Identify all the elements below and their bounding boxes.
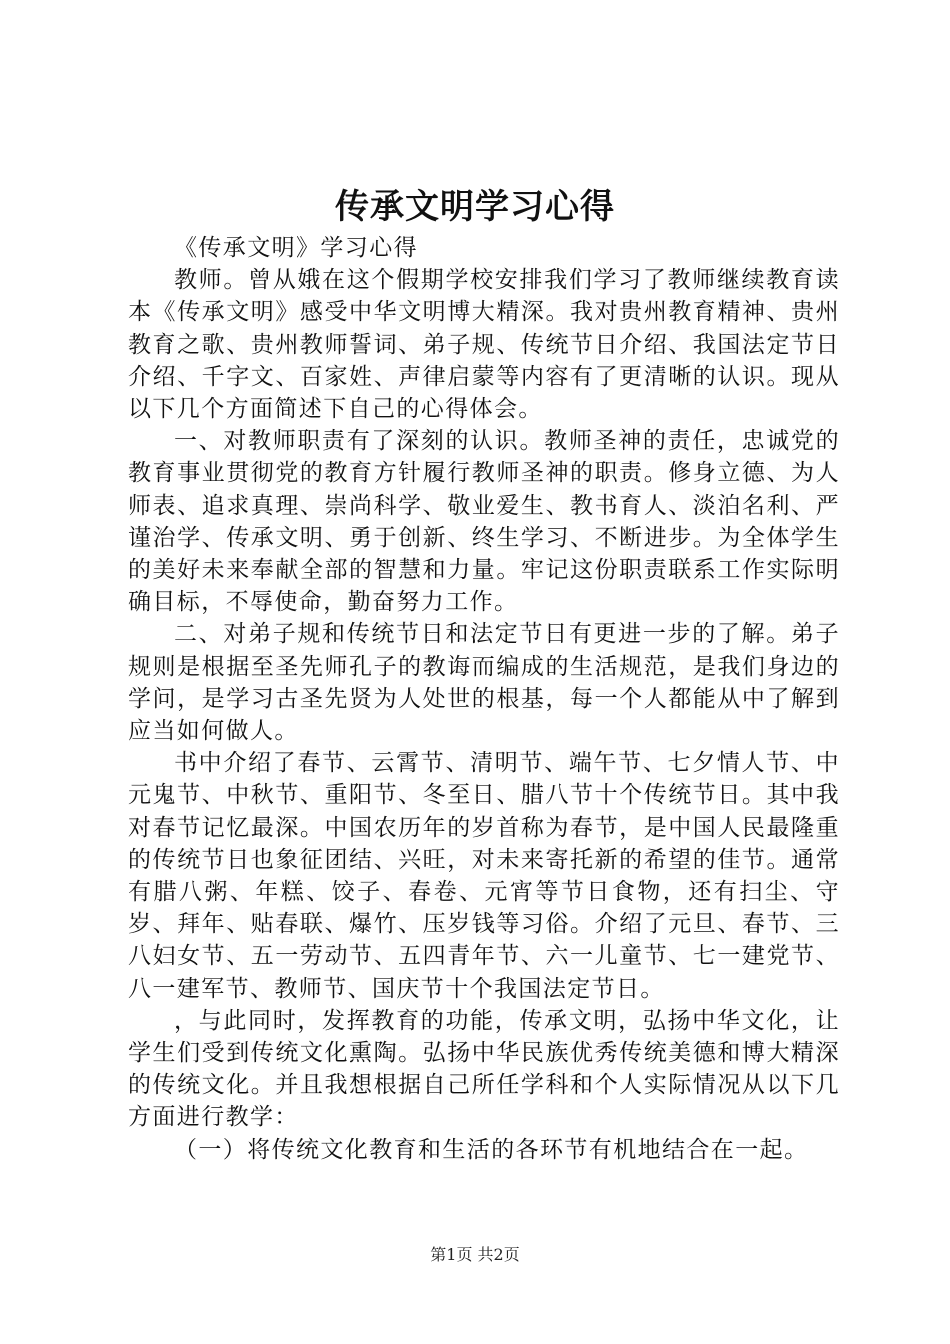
paragraph-section-two: 二、对弟子规和传统节日和法定节日有更进一步的了解。弟子规则是根据至圣先师孔子的教诲而编成的生活规范，是我们身边的学问，是学习古圣先贤为人处世的根基，每一个人都能从中了解到应当如何做人。 [128, 621, 840, 745]
paragraph-subtitle: 《传承文明》学习心得 [174, 235, 418, 261]
page-footer: 第1页 共2页 [430, 1245, 520, 1264]
paragraph-festivals: 书中介绍了春节、云霄节、清明节、端午节、七夕情人节、中元鬼节、中秋节、重阳节、冬至日、腊八节十个传统节日。其中我对春节记忆最深。中国农历年的岁首称为春节，是中国人民最隆重的传统节日也象征团结、兴旺，对未来寄托新的希望的佳节。通常有腊八粥、年糕、饺子、春卷、元宵等节日食物，还有扫尘、守岁、拜年、贴春联、爆竹、压岁钱等习俗。介绍了元旦、春节、三八妇女节、五一劳动节、五四青年节、六一儿童节、七一建党节、八一建军节、教师节、国庆节十个我国法定节日。 [128, 750, 840, 1002]
document-title: 传承文明学习心得 [335, 187, 615, 227]
paragraph-teaching: ，与此同时，发挥教育的功能，传承文明，弘扬中华文化，让学生们受到传统文化熏陶。弘扬中华民族优秀传统美德和博大精深的传统文化。并且我想根据自己所任学科和个人实际情况从以下几方面进行教学： [128, 1007, 840, 1131]
paragraph-intro: 教师。曾从娥在这个假期学校安排我们学习了教师继续教育读本《传承文明》感受中华文明博大精深。我对贵州教育精神、贵州教育之歌、贵州教师誓词、弟子规、传统节日介绍、我国法定节日介绍、千字文、百家姓、声律启蒙等内容有了更清晰的认识。现从以下几个方面简述下自己的心得体会。 [128, 267, 840, 423]
document-body [128, 232, 840, 1166]
paragraph-section-one: 一、对教师职责有了深刻的认识。教师圣神的责任，忠诚党的教育事业贯彻党的教育方针履行教师圣神的职责。修身立德、为人师表、追求真理、崇尚科学、敬业爱生、教书育人、淡泊名利、严谨治学、传承文明、勇于创新、终生学习、不断进步。为全体学生的美好未来奉献全部的智慧和力量。牢记这份职责联系工作实际明确目标，不辱使命，勤奋努力工作。 [128, 428, 840, 616]
paragraph-point-one: （一）将传统文化教育和生活的各环节有机地结合在一起。 [174, 1136, 809, 1163]
